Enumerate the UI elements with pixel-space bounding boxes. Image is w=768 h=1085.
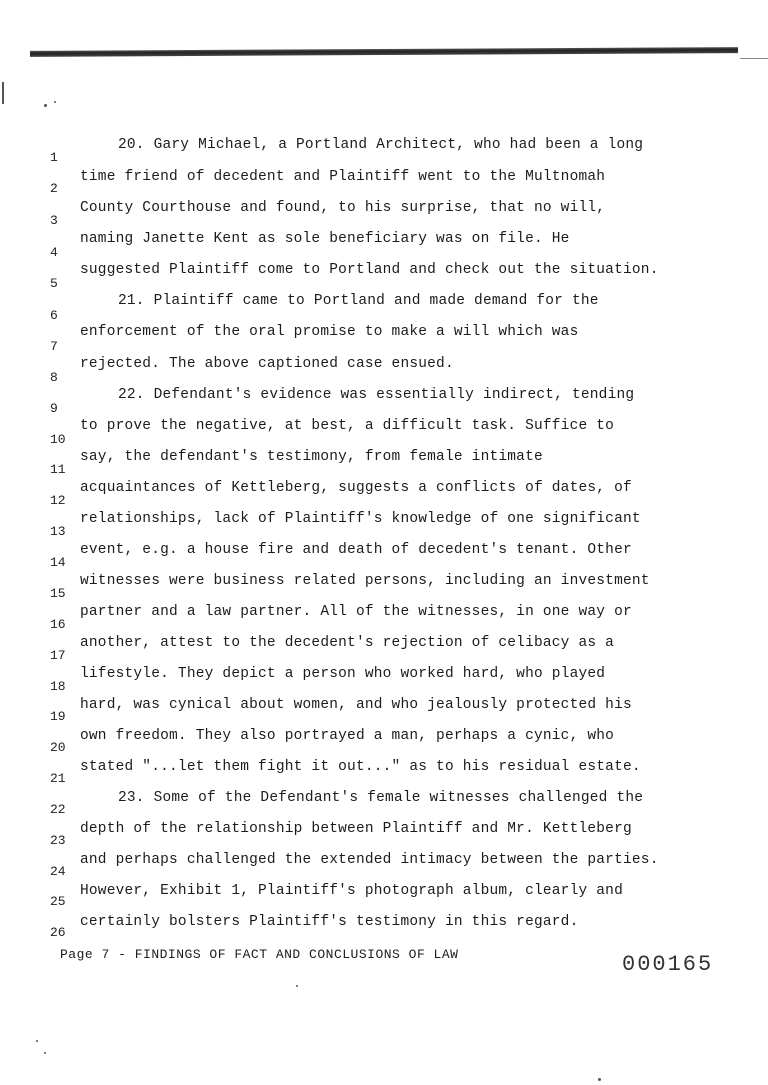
footer-title: Page 7 - FINDINGS OF FACT AND CONCLUSIONS OF LAW	[60, 947, 459, 962]
line-number: 24	[50, 864, 66, 879]
line-number: 14	[50, 555, 66, 570]
line-number: 18	[50, 679, 66, 694]
scan-speck	[296, 985, 298, 987]
text-line: certainly bolsters Plaintiff's testimony in this regard.	[80, 914, 579, 930]
text-line: to prove the negative, at best, a difficult task. Suffice to	[80, 418, 615, 434]
scanned-top-rule	[30, 47, 738, 57]
text-line: 22. Defendant's evidence was essentially indirect, tending	[118, 387, 635, 403]
text-line: another, attest to the decedent's rejection of celibacy as a	[80, 635, 615, 651]
text-line: say, the defendant's testimony, from female intimate	[80, 449, 543, 465]
line-number: 1	[50, 150, 58, 165]
text-line: and perhaps challenged the extended intimacy between the parties.	[80, 852, 659, 868]
text-line: lifestyle. They depict a person who worked hard, who played	[80, 666, 606, 682]
line-number: 10	[50, 432, 66, 447]
line-number: 6	[50, 308, 58, 323]
text-line: partner and a law partner. All of the witnesses, in one way or	[80, 604, 632, 620]
line-number: 17	[50, 648, 66, 663]
line-number: 12	[50, 493, 66, 508]
text-line: depth of the relationship between Plaintiff and Mr. Kettleberg	[80, 821, 632, 837]
line-number: 26	[50, 925, 66, 940]
line-number: 23	[50, 833, 66, 848]
text-line: acquaintances of Kettleberg, suggests a conflicts of dates, of	[80, 480, 632, 496]
line-number: 9	[50, 401, 58, 416]
line-number-column	[0, 0, 80, 1085]
text-line: 21. Plaintiff came to Portland and made demand for the	[118, 293, 599, 309]
line-number: 7	[50, 339, 58, 354]
text-line: rejected. The above captioned case ensued.	[80, 356, 454, 372]
text-line: County Courthouse and found, to his surprise, that no will,	[80, 200, 606, 216]
text-line: event, e.g. a house fire and death of decedent's tenant. Other	[80, 542, 632, 558]
line-number: 3	[50, 213, 58, 228]
scanned-rule-fragment	[740, 58, 768, 59]
line-number: 25	[50, 894, 66, 909]
line-number: 16	[50, 617, 66, 632]
line-number: 13	[50, 524, 66, 539]
text-line: stated "...let them fight it out..." as to his residual estate.	[80, 759, 641, 775]
text-line: 23. Some of the Defendant's female witnesses challenged the	[118, 790, 644, 806]
line-number: 21	[50, 771, 66, 786]
line-number: 19	[50, 709, 66, 724]
text-line: enforcement of the oral promise to make a will which was	[80, 324, 579, 340]
scan-speck	[598, 1078, 601, 1081]
text-line: time friend of decedent and Plaintiff went to the Multnomah	[80, 169, 606, 185]
line-number: 4	[50, 245, 58, 260]
bates-number: 000165	[622, 952, 714, 977]
text-line: hard, was cynical about women, and who jealously protected his	[80, 697, 632, 713]
text-line: naming Janette Kent as sole beneficiary was on file. He	[80, 231, 570, 247]
text-line: suggested Plaintiff come to Portland and check out the situation.	[80, 262, 659, 278]
line-number: 22	[50, 802, 66, 817]
text-line: 20. Gary Michael, a Portland Architect, who had been a long	[118, 137, 644, 153]
line-number: 5	[50, 276, 58, 291]
line-number: 8	[50, 370, 58, 385]
text-line: relationships, lack of Plaintiff's knowledge of one significant	[80, 511, 641, 527]
line-number: 15	[50, 586, 66, 601]
text-line: own freedom. They also portrayed a man, perhaps a cynic, who	[80, 728, 615, 744]
line-number: 2	[50, 181, 58, 196]
line-number: 11	[50, 462, 66, 477]
text-line: However, Exhibit 1, Plaintiff's photograph album, clearly and	[80, 883, 623, 899]
text-line: witnesses were business related persons, including an investment	[80, 573, 650, 589]
line-number: 20	[50, 740, 66, 755]
